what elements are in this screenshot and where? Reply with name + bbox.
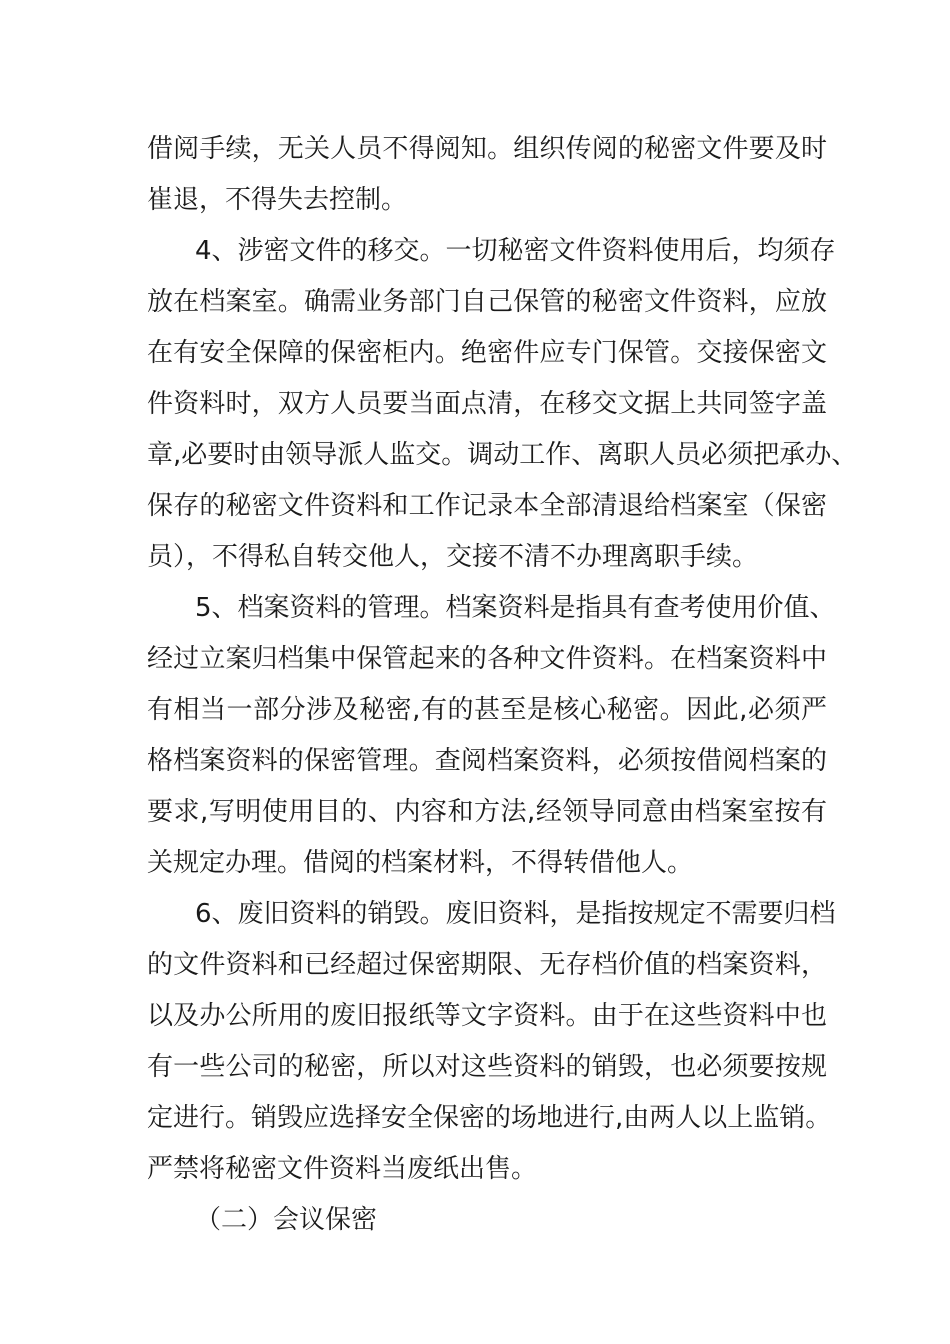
section-heading: （二）会议保密: [195, 1205, 378, 1235]
body-text-line: 严禁将秘密文件资料当废纸出售。: [147, 1154, 538, 1184]
body-text-line: 放在档案室。确需业务部门自己保管的秘密文件资料，应放: [147, 287, 827, 317]
body-text-line: 有一些公司的秘密，所以对这些资料的销毁，也必须要按规: [147, 1052, 827, 1082]
paragraph-6-first-line: 6、废旧资料的销毁。废旧资料，是指按规定不需要归档: [195, 899, 836, 929]
body-text-line: 在有安全保障的保密柜内。绝密件应专门保管。交接保密文: [147, 338, 827, 368]
body-text-line: 保存的秘密文件资料和工作记录本全部清退给档案室（保密: [147, 491, 827, 521]
body-text-line: 格档案资料的保密管理。查阅档案资料，必须按借阅档案的: [147, 746, 827, 776]
body-text-line: 定进行。销毁应选择安全保密的场地进行,由两人以上监销。: [147, 1103, 832, 1133]
paragraph-4-first-line: 4、涉密文件的移交。一切秘密文件资料使用后，均须存: [195, 236, 836, 266]
body-text-line: 关规定办理。借阅的档案材料，不得转借他人。: [147, 848, 694, 878]
body-text-line: 借阅手续，无关人员不得阅知。组织传阅的秘密文件要及时: [147, 134, 827, 164]
body-text-line: 经过立案归档集中保管起来的各种文件资料。在档案资料中: [147, 644, 827, 674]
body-text-line: 崔退，不得失去控制。: [147, 185, 408, 215]
body-text-line: 件资料时，双方人员要当面点清，在移交文据上共同签字盖: [147, 389, 827, 419]
body-text-line: 以及办公所用的废旧报纸等文字资料。由于在这些资料中也: [147, 1001, 827, 1031]
body-text-line: 要求,写明使用目的、内容和方法,经领导同意由档案室按有: [147, 797, 827, 827]
body-text-line: 的文件资料和已经超过保密期限、无存档价值的档案资料，: [147, 950, 827, 980]
body-text-line: 章,必要时由领导派人监交。调动工作、离职人员必须把承办、: [147, 440, 858, 470]
paragraph-5-first-line: 5、档案资料的管理。档案资料是指具有查考使用价值、: [195, 593, 836, 623]
body-text-line: 员），不得私自转交他人，交接不清不办理离职手续。: [147, 542, 759, 572]
body-text-line: 有相当一部分涉及秘密,有的甚至是核心秘密。因此,必须严: [147, 695, 827, 725]
